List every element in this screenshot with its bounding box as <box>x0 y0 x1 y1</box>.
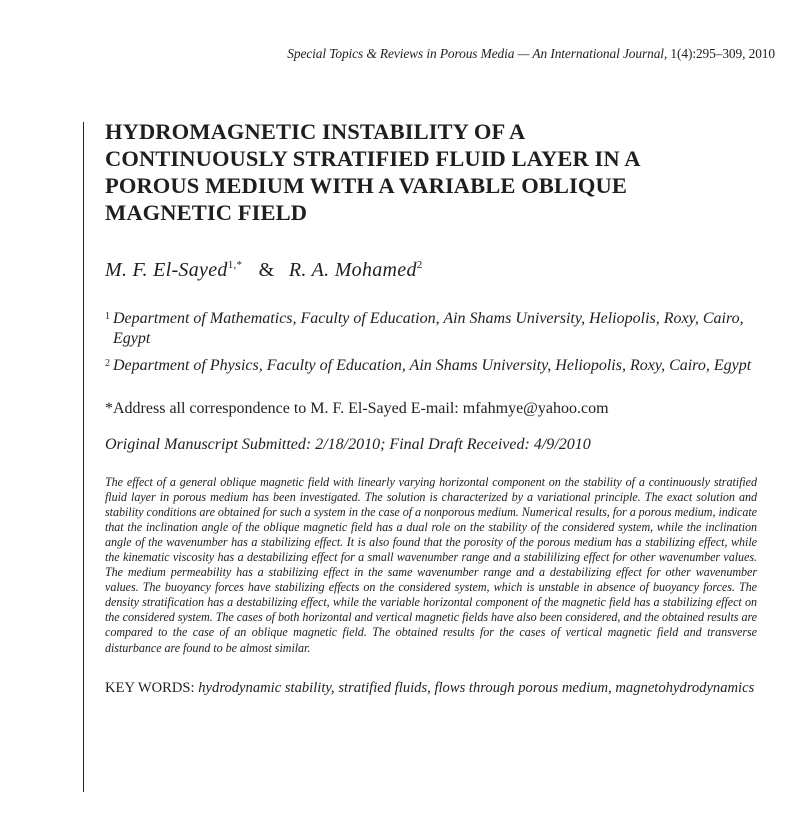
title-line: MAGNETIC FIELD <box>105 200 308 225</box>
journal-name: Special Topics & Reviews in Porous Media — An International Journal, <box>287 46 668 61</box>
left-margin-rule <box>83 122 84 792</box>
keywords-text: hydrodynamic stability, stratified fluids, flows through porous medium, magnetohydrodynamics <box>198 679 755 696</box>
title-line: CONTINUOUSLY STRATIFIED FLUID LAYER IN A <box>105 146 641 171</box>
keywords-label: KEY WORDS: <box>105 679 195 696</box>
affiliation-marker: 2 <box>105 358 110 369</box>
author-list <box>105 259 757 282</box>
submission-dates: Original Manuscript Submitted: 2/18/2010; Final Draft Received: 4/9/2010 <box>105 435 591 453</box>
keywords <box>105 679 757 697</box>
journal-volume: 1(4):295–309, 2010 <box>670 46 775 61</box>
title-line: HYDROMAGNETIC INSTABILITY OF A <box>105 119 526 144</box>
abstract: The effect of a general oblique magnetic field with linearly varying horizontal component on the stability of a continuously stratified fluid layer in porous medium has been investigated. The solution is characterized by a variational principle. The exact solution and stability conditions are obtained for such a system in the case of a nonporous medium. Numerical results, for a porous medium, indicate that the inclination angle of the oblique magnetic field has a dual role on the stability of the considered system, while the inclination angle of the wavenumber has a stabilizing effect. It is also found that the porosity of the porous medium has a stabilizing effect, while the kinematic viscosity has a destabilizing effect for a small wavenumber range and a stabililizing effect for other wavenumber values. The medium permeability has a stabilizing effect in the same wavenumber range and a destabilizing effect for other wavenumber values. The buoyancy forces have stabilizing effects on the considered system, which is unstable in absence of buoyancy forces. The density stratification has a destabilizing effect, while the variable horizontal component of the magnetic field has a stabilizing effect on the considered system. The cases of both horizontal and vertical magnetic fields have also been considered, and the obtained results are compared to the case of an oblique magnetic field. The obtained results for the cases of vertical magnetic field and transverse disturbance are found to be almost similar. <box>105 474 757 655</box>
affiliation <box>105 309 757 348</box>
paper-front-matter <box>105 118 757 697</box>
author-separator: & <box>258 259 275 281</box>
author-superscript: 1,* <box>227 259 243 271</box>
affiliation-text: Department of Mathematics, Faculty of Education, Ain Shams University, Heliopolis, Roxy, Cairo, Egypt <box>113 310 744 347</box>
author-superscript: 2 <box>416 259 423 271</box>
affiliation-marker: 1 <box>105 311 110 322</box>
author-name: M. F. El-Sayed <box>105 259 228 281</box>
journal-citation-header <box>287 46 775 62</box>
author-name: R. A. Mohamed <box>288 259 417 281</box>
paper-title <box>105 118 757 226</box>
title-line: POROUS MEDIUM WITH A VARIABLE OBLIQUE <box>105 173 627 198</box>
affiliation-text: Department of Physics, Faculty of Education, Ain Shams University, Heliopolis, Roxy, Cairo, Egypt <box>113 357 752 374</box>
affiliation <box>105 356 757 376</box>
correspondence-note: *Address all correspondence to M. F. El-Sayed E-mail: mfahmye@yahoo.com <box>105 399 609 417</box>
